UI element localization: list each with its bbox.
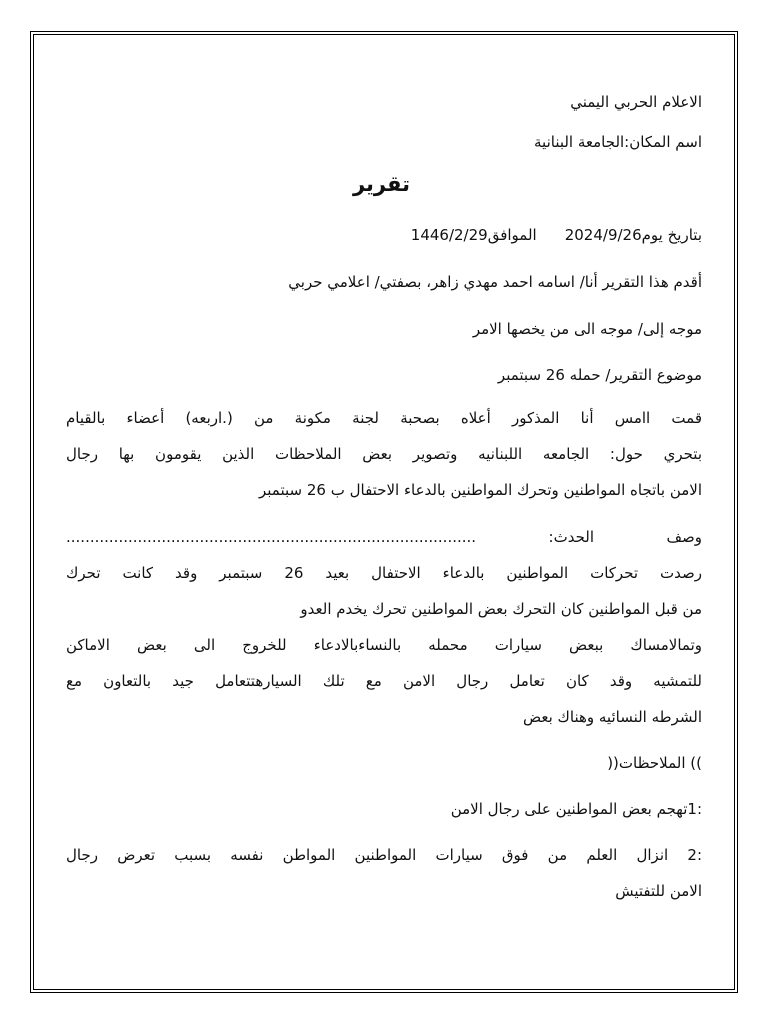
date-hijri-label: الموافق [487,226,537,244]
addressed-to-line: موجه إلى/ موجه الى من يخصها الامر [472,320,702,338]
submitter-line: أقدم هذا التقرير أنا/ اسامه احمد مهدي زاهر، بصفتي/ اعلامي حربي [288,273,702,291]
event-line: وتمالامساك ببعض سيارات محمله بالنساءبالادعاء للخروج الى بعض الاماكن [66,636,702,654]
event-line: من قبل المواطنين كان التحرك بعض المواطنين تحرك يخدم العدو [300,600,702,618]
report-date [411,226,702,244]
event-line: الشرطه النسائيه وهناك بعض [522,708,702,726]
notes-heading: )) الملاحظات(( [607,754,702,772]
intro-line: قمت اامس أنا المذكور أعلاه بصحبة لجنة مكونة من (.اربعه) أعضاء بالقيام [66,409,702,427]
subject-line: موضوع التقرير/ حمله 26 سبتمبر [497,366,702,384]
place-name: اسم المكان:الجامعة البنانية [534,133,702,151]
date-prefix: بتاريخ يوم [641,226,702,244]
date-hijri: 1446/2/29 [410,226,488,244]
event-line: رصدت تحركات المواطنين بالدعاء الاحتفال بعيد 26 سبتمبر وقد كانت تحرك [66,564,702,582]
note-item-continuation: الامن للتفتيش [615,882,702,900]
intro-line: بتحري حول: الجامعه اللبنانيه وتصوير بعض الملاحظات الذين يقومون بها رجال [66,445,702,463]
organization-name: الاعلام الحربي اليمني [570,93,702,111]
note-item: :2 انزال العلم من فوق سيارات المواطنين المواطن نفسه بسبب تعرض رجال [66,846,702,864]
event-description-label: وصف الحدث: ...................................................................................... [66,528,702,546]
note-item: :1تهجم بعض المواطنين على رجال الامن [450,800,702,818]
intro-line: الامن باتجاه المواطنين وتحرك المواطنين بالدعاء الاحتفال ب 26 سبتمبر [259,481,702,499]
event-line: للتمشيه وقد كان تعامل رجال الامن مع تلك السيارهتتعامل جيد بالتعاون مع [66,672,702,690]
report-title: تقرير [352,172,410,196]
date-gregorian: 2024/9/26 [564,226,642,244]
